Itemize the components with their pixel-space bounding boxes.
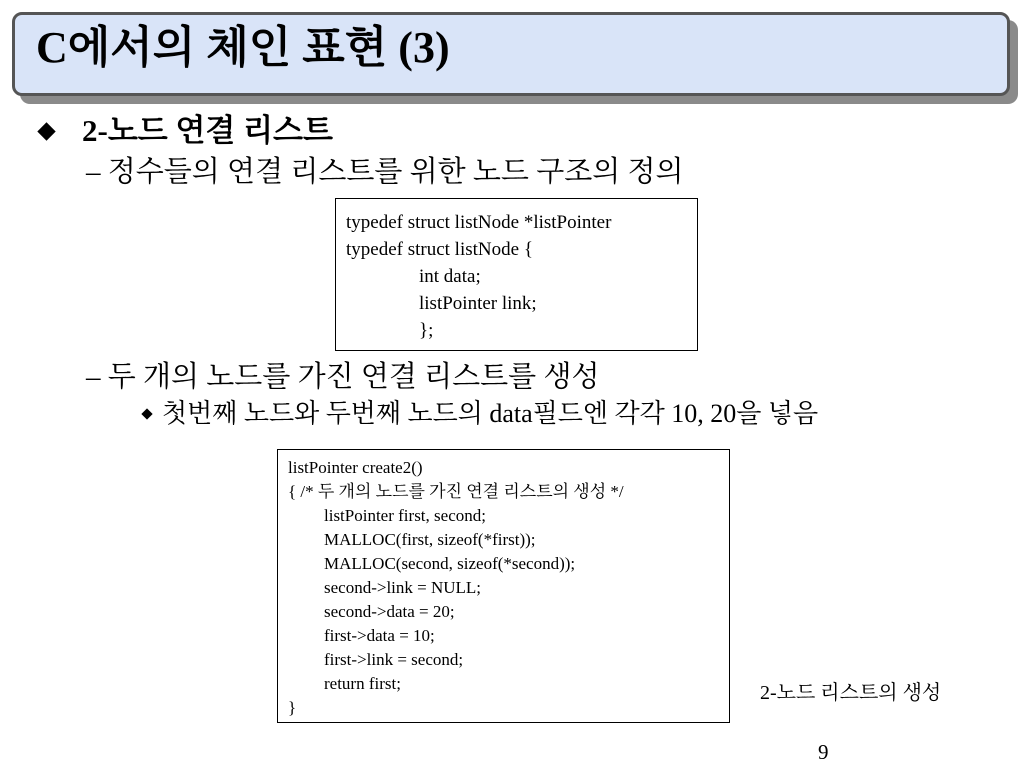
code-line: int data;	[419, 266, 481, 287]
code-line: first->data = 10;	[324, 626, 435, 645]
code-line: MALLOC(first, sizeof(*first));	[324, 530, 536, 549]
sub-bullet-definition: – 정수들의 연결 리스트를 위한 노드 구조의 정의	[86, 156, 684, 188]
create-function-code-box	[277, 449, 730, 723]
code-line: second->data = 20;	[324, 602, 455, 621]
slide-title: C에서의 체인 표현 (3)	[36, 23, 450, 72]
code-line: };	[419, 320, 434, 341]
code-line: typedef struct listNode {	[346, 239, 533, 260]
code-line: typedef struct listNode *listPointer	[346, 212, 612, 233]
code-line: MALLOC(second, sizeof(*second));	[324, 554, 576, 573]
struct-code-box	[335, 198, 698, 351]
code-line: listPointer link;	[419, 293, 537, 314]
page-number: 9	[818, 740, 829, 764]
diamond-bullet-icon	[37, 122, 55, 140]
code-line: { /* 두 개의 노드를 가진 연결 리스트의 생성 */	[288, 482, 624, 501]
code-line: return first;	[324, 674, 401, 693]
code-line: listPointer create2()	[288, 458, 423, 477]
code-line: first->link = second;	[324, 650, 464, 669]
sub-sub-bullet-text: 첫번째 노드와 두번째 노드의 data필드엔 각각 10, 20을 넣음	[162, 399, 819, 428]
code-line: }	[288, 698, 297, 717]
main-bullet-text: 2-노드 연결 리스트	[82, 113, 333, 148]
figure-caption: 2-노드 리스트의 생성	[760, 682, 942, 704]
sub-bullet-create: – 두 개의 노드를 가진 연결 리스트를 생성	[86, 361, 600, 393]
code-line: listPointer first, second;	[324, 506, 486, 525]
code-line: second->link = NULL;	[324, 578, 482, 597]
small-diamond-bullet-icon	[141, 408, 152, 419]
